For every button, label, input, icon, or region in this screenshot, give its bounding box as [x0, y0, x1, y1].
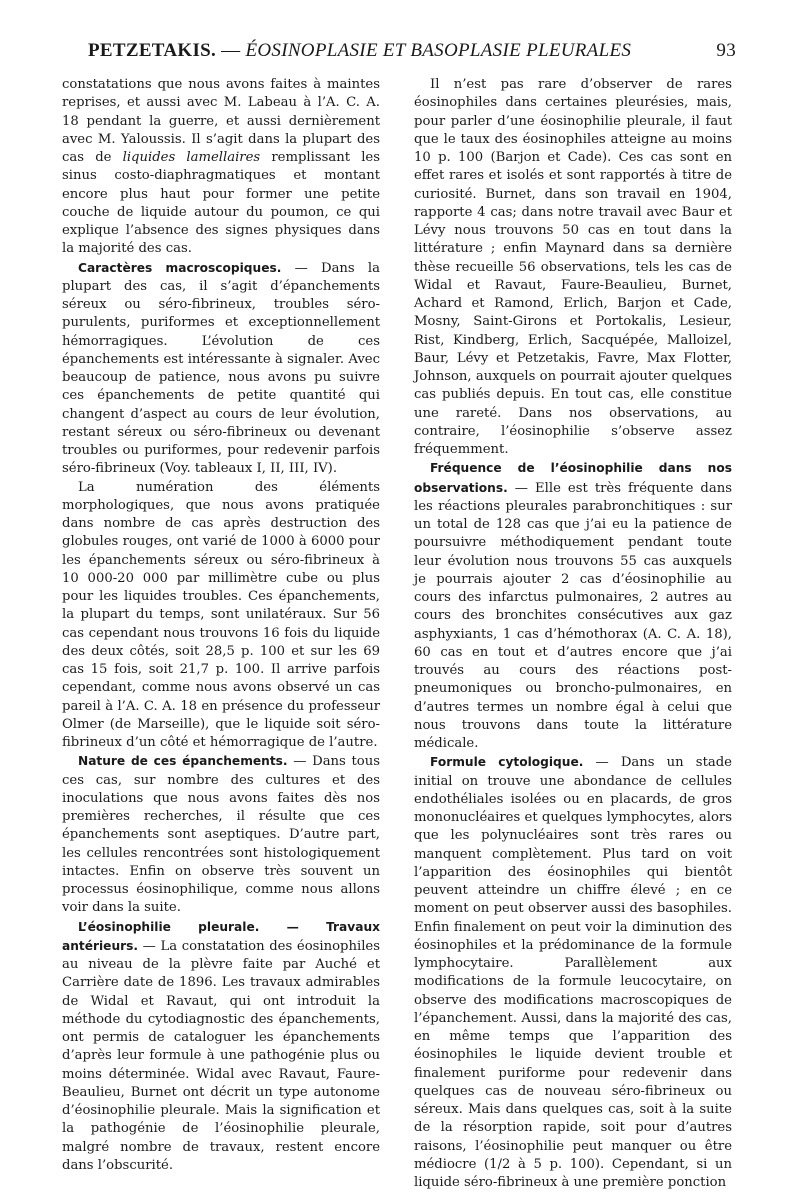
header-dash: — — [216, 40, 246, 61]
paragraph-text: — Dans tous ces cas, sur nombre des cultures et des inoculations que nous avons faites dès nos premières recherches, il résulte que ces épanchements sont aseptiques. D’autre part, les cellules rencontrées sont histologiquement intactes. Enfin on observe très souvent un processus éosinophilique, comme nous allons voir dans la suite. — [62, 754, 380, 916]
paragraph: La numération des éléments morphologiques, que nous avons pratiquée dans nombre de cas après destruction des globules rouges, ont varié de 1000 à 6000 pour les épanchements séreux ou séro-fibrineux à 10 000-20 000 par millimètre cube ou plus pour les liquides troubles. Ces épanchements, la plupart du temps, sont unilatéraux. Sur 56 cas cependant nous trouvons 16 fois du liquide des deux côtés, soit 28,5 p. 100 et sur les 69 cas 15 fois, soit 21,7 p. 100. Il arrive parfois cependant, comme nous avons observé un cas pareil à l’A. C. A. 18 en présence du professeur Olmer (de Marseille), que le liquide soit séro-fibrineux d’un côté et hémorragique de l’autre. — [62, 479, 380, 750]
italic-term: liquides lamellaires — [122, 150, 261, 165]
paragraph: Il n’est pas rare d’observer de rares éosinophiles dans certaines pleurésies, mais, pour parler d’une éosinophilie pleurale, il faut que le taux des éosinophiles atteigne au moins 10 p. 100 (Barjon et Cade). Ces cas sont en effet rares et isolés et sont rapportés à titre de curiosité. Burnet, dans son travail en 1904, rapporte 4 cas; dans notre travail avec Baur et Lévy nous trouvons 50 cas en tout dans la littérature ; enfin Maynard dans sa dernière thèse recueille 56 observations, tels les cas de Widal et Ravaut, Faure-Beaulieu, Burnet, Achard et Ramond, Erlich, Barjon et Cade, Mosny, Saint-Girons et Portokalis, Lesieur, Rist, Kindberg, Erlich, Sacquépée, Malloizel, Baur, Lévy et Petzetakis, Favre, Max Flotter, Johnson, auxquels on pourrait ajouter quelques cas publiés depuis. En tout cas, elle constitue une rareté. Dans nos observations, au contraire, l’éosinophilie s’observe assez fréquemment. — [414, 77, 732, 457]
paragraph-text: — Dans un stade initial on trouve une abondance de cellules endothéliales isolées ou en placards, de gros mononucléaires et quelques lymphocytes, alors que les polynucléaires sont très rares ou manquent complètement. Plus tard on voit l’apparition des éosinophiles qui bientôt peuvent atteindre un chiffre élevé ; en ce moment on peut observer aussi des basophiles. Enfin finalement on peut voir la diminution des éosinophiles et la prédominance de la formule lymphocytaire. Parallèlement aux modifications de la formule leucocytaire, on observe des modifications macroscopiques de l’épanchement. Aussi, dans la majorité des cas, en même temps que l’apparition des éosinophiles le liquide devient trouble et finalement puriforme pour redevenir dans quelques cas de nouveau séro-fibrineux ou séreux. Mais dans quelques cas, soit à la suite de la résorption rapide, soit pour d’autres raisons, l’éosinophilie peut manquer ou être médiocre (1/2 à 5 p. 100). Cependant, si un liquide séro-fibrineux à une première ponction — [414, 755, 732, 1190]
right-column — [414, 76, 732, 1192]
paragraph — [62, 918, 380, 1176]
paragraph — [414, 753, 732, 1192]
paragraph-text: — Dans la plupart des cas, il s’agit d’épanchements séreux ou séro-fibrineux, troubles séro-purulents, puriformes et exceptionnellement hémorragiques. L’évolution de ces épanchements est intéressante à signaler. Avec beaucoup de patience, nous avons pu suivre ces épanchements de petite quantité qui changent d’aspect au cours de leur évolution, restant séreux ou séro-fibrineux ou devenant troubles ou puriformes, pour redevenir parfois séro-fibrineux (Voy. tableaux I, II, III, IV). — [62, 260, 380, 477]
section-heading: Caractères macroscopiques. — [78, 260, 282, 275]
left-column — [62, 76, 380, 1175]
paragraph — [414, 459, 732, 753]
running-header — [60, 36, 736, 66]
section-heading: Fréquence de l’éosinophilie dans nos observations. — [414, 461, 732, 495]
section-heading: L’éosinophilie pleurale. — Travaux antérieurs. — [62, 919, 380, 953]
header-author: PETZETAKIS. — [88, 40, 217, 61]
paragraph — [62, 752, 380, 917]
section-heading: Nature de ces épanchements. — [78, 754, 288, 769]
running-title — [88, 40, 631, 62]
paragraph-text: — La constatation des éosinophiles au niveau de la plèvre faite par Auché et Carrière date de 1896. Les travaux admirables de Widal et Ravaut, qui ont introduit la méthode du cytodiagnostic des épanchements, ont permis de cataloguer les épanchements d’après leur formule à une pathogénie plus ou moins déterminée. Widal avec Ravaut, Faure-Beaulieu, Burnet ont décrit un type autonome d’éosinophilie pleurale. Mais la signification et la pathogénie de l’éosinophilie pleurale, malgré nombre de travaux, restent encore dans l’obscurité. — [62, 938, 380, 1173]
header-subtitle: ÉOSINOPLASIE ET BASOPLASIE PLEURALES — [245, 40, 632, 61]
paragraph-text: — Elle est très fréquente dans les réactions pleurales parabronchitiques : sur un total de 128 cas que j’ai eu la patience de poursuivre méthodiquement pendant toute leur évolution nous trouvons 55 cas auxquels je pourrais ajouter 2 cas d’éosinophilie au cours des infarctus pulmonaires, 2 autres au cours des bronchites consécutives aux gaz asphyxiants, 1 cas d’hémothorax (A. C. A. 18), 60 cas en tout et d’autres encore que j’ai trouvés au cours des réactions post-pneumoniques ou broncho-pulmonaires, en d’autres termes un nombre égal à celui que nous trouvons dans toute la littérature médicale. — [414, 480, 732, 751]
section-heading: Formule cytologique. — [430, 755, 584, 770]
paragraph — [62, 259, 380, 479]
paragraph-text: remplissant les sinus costo-diaphragmatiques et montant encore plus haut pour former une petite couche de liquide autour du poumon, ce qui explique l’absence des signes physiques dans la majorité des cas. — [62, 150, 380, 257]
paragraph — [62, 76, 380, 259]
paragraph-text: constatations que nous avons faites à maintes reprises, et aussi avec M. Labeau à l’A. C. A. 18 pendant la guerre, et aussi dernièrement avec M. Yaloussis. Il s’agit dans la plupart des cas de — [62, 77, 380, 165]
page-number: 93 — [716, 40, 736, 61]
